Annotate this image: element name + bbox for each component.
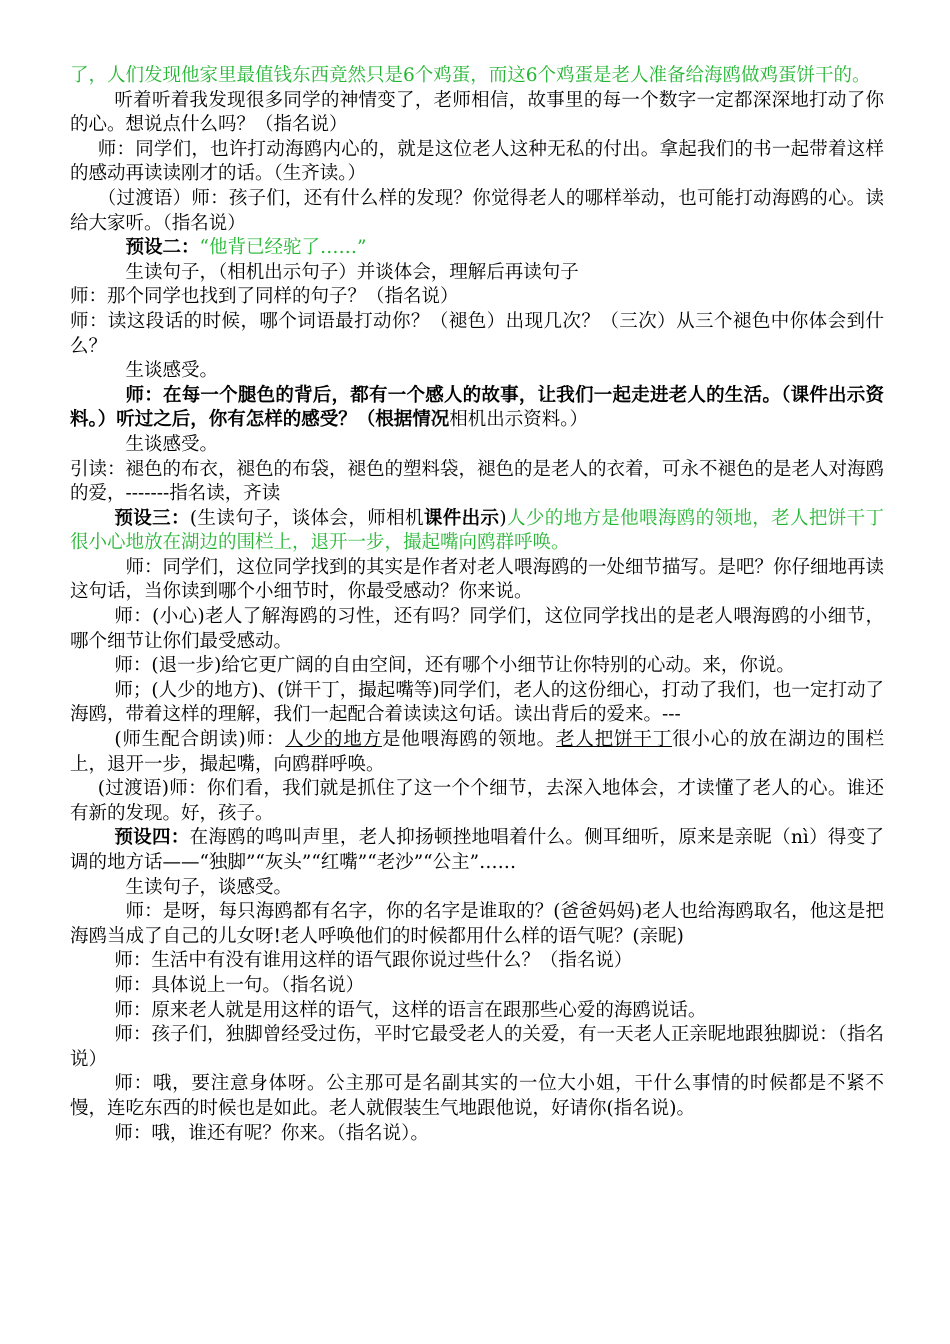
paragraph-student-reading-2: 生读句子，谈感受。: [125, 876, 293, 898]
paragraph-student-feeling-1: 生谈感受。: [125, 360, 219, 382]
joint-reading-underline-2: 老人把饼干丁: [556, 729, 673, 751]
paragraph-teacher-question-1: 师：那个同学也找到了同样的句子？（指名说）: [70, 286, 459, 308]
paragraph-say-one: 师：具体说上一句。（指名说）: [114, 974, 365, 996]
joint-reading-underline-1: 人少的地方: [285, 729, 382, 751]
joint-reading-middle: 是他喂海鸥的领地。: [381, 729, 557, 751]
paragraph-old-man-tone: 师：原来老人就是用这样的语气，这样的语言在跟那些心爱的海鸥说话。: [114, 999, 707, 1021]
paragraph-guided-reading: 引读：褪色的布衣，褪色的布袋，褪色的塑料袋，褪色的是老人的衣着，可永不褪色的是老人对海鸥的爱，-------指名读，齐读: [70, 458, 885, 505]
paragraph-teacher-question-2: 师：读这段话的时候，哪个词语最打动你？（褪色）出现几次？（三次）从三个褪色中你体会到什么？: [70, 310, 884, 357]
paragraph-careful: 师：(小心)老人了解海鸥的习性，还有吗？同学们，这位同学找出的是老人喂海鸥的小细节，哪个细节让你们最受感动。: [70, 606, 884, 652]
paragraph-princess: 师：哦，要注意身体呀。公主那可是名副其实的一位大小姐，干什么事情的时候都是不紧不慢，连吃东西的时候也是如此。老人就假装生气地跟他说，好请你(指名说)。: [70, 1073, 884, 1119]
paragraph-joint-reading: [70, 728, 884, 777]
preset-three-label: 预设三：: [114, 507, 190, 529]
paragraph-detail-description: 师：同学们，这位同学找到的其实是作者对老人喂海鸥的一处细节描写。是吧？你仔细地再读这句话，当你读到哪个小细节时，你最受感动？你来说。: [70, 556, 885, 603]
paragraph-teacher-bold: [70, 384, 884, 433]
preset-three-close: ): [499, 507, 507, 529]
preset-two-label: 预设二：: [125, 237, 200, 259]
teacher-bold-rest: 相机出示资料。）: [449, 409, 589, 431]
paragraph-teacher-reading: 师：同学们，也许打动海鸥内心的，就是这位老人这种无私的付出。拿起我们的书一起带着这样的感动再读读刚才的话。（生齐读。）: [70, 138, 884, 185]
preset-four-label: 预设四：: [114, 827, 190, 849]
preset-four-paragraph: [70, 826, 884, 875]
preset-two-quote: “他背已经驼了……”: [199, 237, 367, 259]
joint-reading-end: 很小心的放在湖边的围栏上，退开一步，撮起嘴，向鸥群呼唤。: [70, 729, 884, 775]
preset-four-text: 在海鸥的鸣叫声里，老人抑扬顿挫地唱着什么。侧耳细听，原来是亲昵（nì）得变了调的地方话——“独脚”“灰头”“红嘴”“老沙”“公主”……: [70, 827, 884, 873]
paragraph-one-leg: 师：孩子们，独脚曾经受过伤，平时它最受老人的关爱，有一天老人正亲昵地跟独脚说：（指名说）: [70, 1024, 884, 1070]
paragraph-teacher-intro: 听着听着我发现很多同学的神情变了，老师相信，故事里的每一个数字一定都深深地打动了你的心。想说点什么吗？（指名说）: [70, 89, 884, 136]
preset-two-heading: [70, 236, 884, 261]
paragraph-story-continuation: 了，人们发现他家里最值钱东西竟然只是6个鸡蛋，而这6个鸡蛋是老人准备给海鸥做鸡蛋饼干的。: [70, 65, 871, 86]
paragraph-who-else: 师：哦，谁还有呢？你来。（指名说）。: [114, 1122, 429, 1144]
paragraph-naming: 师：是呀，每只海鸥都有名字，你的名字是谁取的？(爸爸妈妈)老人也给海鸥取名，他这是把海鸥当成了自己的儿女呀!老人呼唤他们的时候都用什么样的语气呢？(亲昵): [70, 901, 884, 947]
preset-three-quote: 人少的地方是他喂海鸥的领地，老人把饼干丁很小心地放在湖边的围栏上，退开一步，撮起嘴向鸥群呼唤。: [70, 507, 884, 554]
preset-three-paragraph: [70, 507, 884, 556]
teacher-bold-text: 师：在每一个腿色的背后，都有一个感人的故事，让我们一起走进老人的生活。（课件出示资料。）听过之后，你有怎样的感受？（根据情况: [70, 384, 884, 431]
paragraph-life-question: 师：生活中有没有谁用这样的语气跟你说过些什么？（指名说）: [114, 950, 633, 972]
preset-three-mid: (生读句子，谈体会，师相机: [189, 507, 424, 529]
paragraph-transition-1: （过渡语）师：孩子们，还有什么样的发现？你觉得老人的哪样举动，也可能打动海鸥的心。读给大家听。（指名说）: [70, 187, 884, 234]
paragraph-transition-2: (过渡语)师：你们看，我们就是抓住了这一个个细节，去深入地体会，才读懂了老人的心。谁还有新的发现。好，孩子。: [70, 778, 884, 824]
joint-reading-prefix: (师生配合朗读)师：: [114, 729, 286, 751]
preset-three-courseware: 课件出示: [423, 507, 500, 529]
paragraph-student-feeling-2: 生谈感受。: [125, 433, 219, 455]
paragraph-student-reading: 生读句子，（相机出示句子）并谈体会，理解后再读句子: [125, 261, 579, 283]
paragraph-read-together: 师；(人少的地方)、(饼干丁，撮起嘴等)同学们，老人的这份细心，打动了我们，也一定打动了海鸥，带着这样的理解，我们一起配合着读读这句话。读出背后的爱来。---: [70, 679, 884, 726]
paragraph-step-back: 师：(退一步)给它更广阔的自由空间，还有哪个小细节让你特别的心动。来，你说。: [114, 655, 795, 677]
